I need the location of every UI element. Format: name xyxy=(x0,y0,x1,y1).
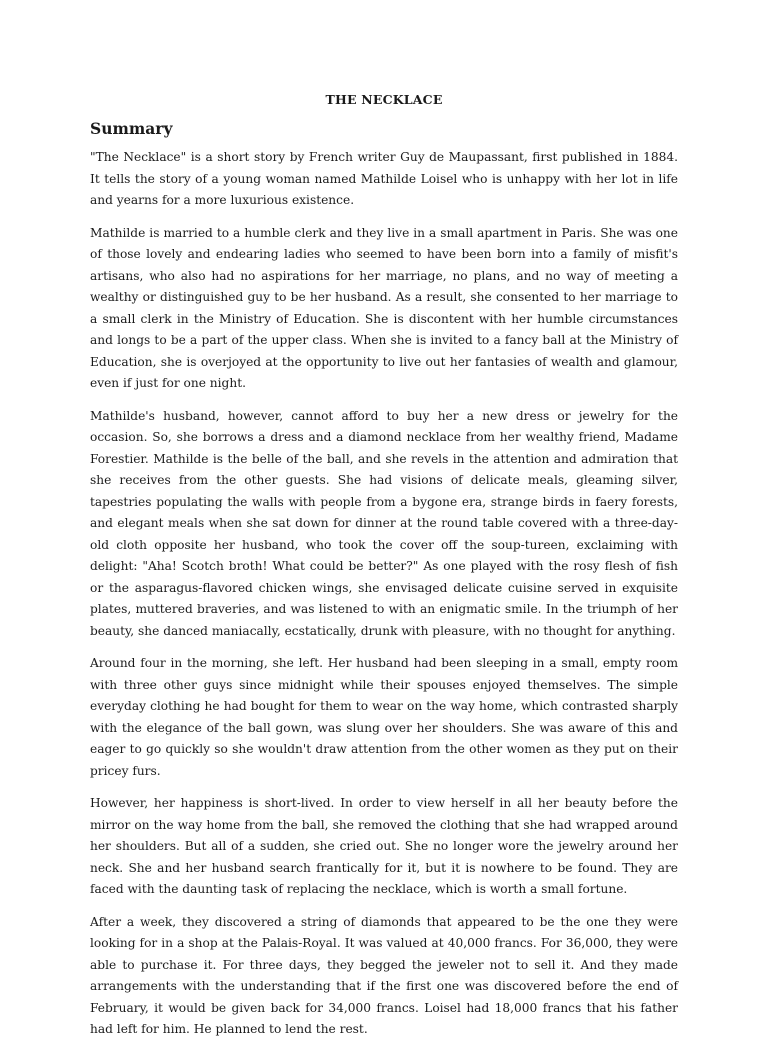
document-page xyxy=(90,92,678,1041)
paragraph-6: After a week, they discovered a string of diamonds that appeared to be the one they were looking for in a shop at the Palais-Royal. It was valued at 40,000 francs. For 36,000, they were able to purchase it. For three days, they begged the jeweler not to sell it. And they made arrangements with the understanding that if the first one was discovered before the end of February, it would be given back for 34,000 francs. Loisel had 18,000 francs that his father had left for him. He planned to lend the rest. xyxy=(90,914,678,1036)
paragraph-5: However, her happiness is short-lived. In order to view herself in all her beauty before the mirror on the way home from the ball, she removed the clothing that she had wrapped around her shoulders. But all of a sudden, she cried out. She no longer wore the jewelry around her neck. She and her husband search frantically for it, but it is nowhere to be found. They are faced with the daunting task of replacing the necklace, which is worth a small fortune. xyxy=(90,796,678,896)
paragraph-1: "The Necklace" is a short story by French writer Guy de Maupassant, first published in 1884. It tells the story of a young woman named Mathilde Loisel who is unhappy with her lot in life and yearns for a more luxurious existence. xyxy=(90,150,678,207)
paragraph-2: Mathilde is married to a humble clerk and they live in a small apartment in Paris. She was one of those lovely and endearing ladies who seemed to have been born into a family of misfit's artisans, who also had no aspirations for her marriage, no plans, and no way of meeting a wealthy or distinguished guy to be her husband. As a result, she consented to her marriage to a small clerk in the Ministry of Education. She is discontent with her humble circumstances and longs to be a part of the upper class. When she is invited to a fancy ball at the Ministry of Education, she is overjoyed at the opportunity to live out her fantasies of wealth and glamour, even if just for one night. xyxy=(90,225,678,390)
document-body xyxy=(90,147,678,1041)
document-title: THE NECKLACE xyxy=(325,92,443,107)
section-heading-summary: Summary xyxy=(90,119,173,138)
paragraph-3: Mathilde's husband, however, cannot afford to buy her a new dress or jewelry for the occasion. So, she borrows a dress and a diamond necklace from her wealthy friend, Madame Forestier. Mathilde is the belle of the ball, and she revels in the attention and admiration that she receives from the other guests. She had visions of delicate meals, gleaming silver, tapestries populating the walls with people from a bygone era, strange birds in faery forests, and elegant meals when she sat down for dinner at the round table covered with a three-day-old cloth opposite her husband, who took the cover off the soup-tureen, exclaiming with delight: "Aha! Scotch broth! What could be better?" As one played with the rosy flesh of fish or the asparagus-flavored chicken wings, she envisaged delicate cuisine served in exquisite plates, muttered braveries, and was listened to with an enigmatic smile. In the triumph of her beauty, she danced maniacally, ecstatically, drunk with pleasure, with no thought for anything. xyxy=(90,408,678,638)
paragraph-4: Around four in the morning, she left. Her husband had been sleeping in a small, empty room with three other guys since midnight while their spouses enjoyed themselves. The simple everyday clothing he had bought for them to wear on the way home, which contrasted sharply with the elegance of the ball gown, was slung over her shoulders. She was aware of this and eager to go quickly so she wouldn't draw attention from the other women as they put on their pricey furs. xyxy=(90,656,678,778)
